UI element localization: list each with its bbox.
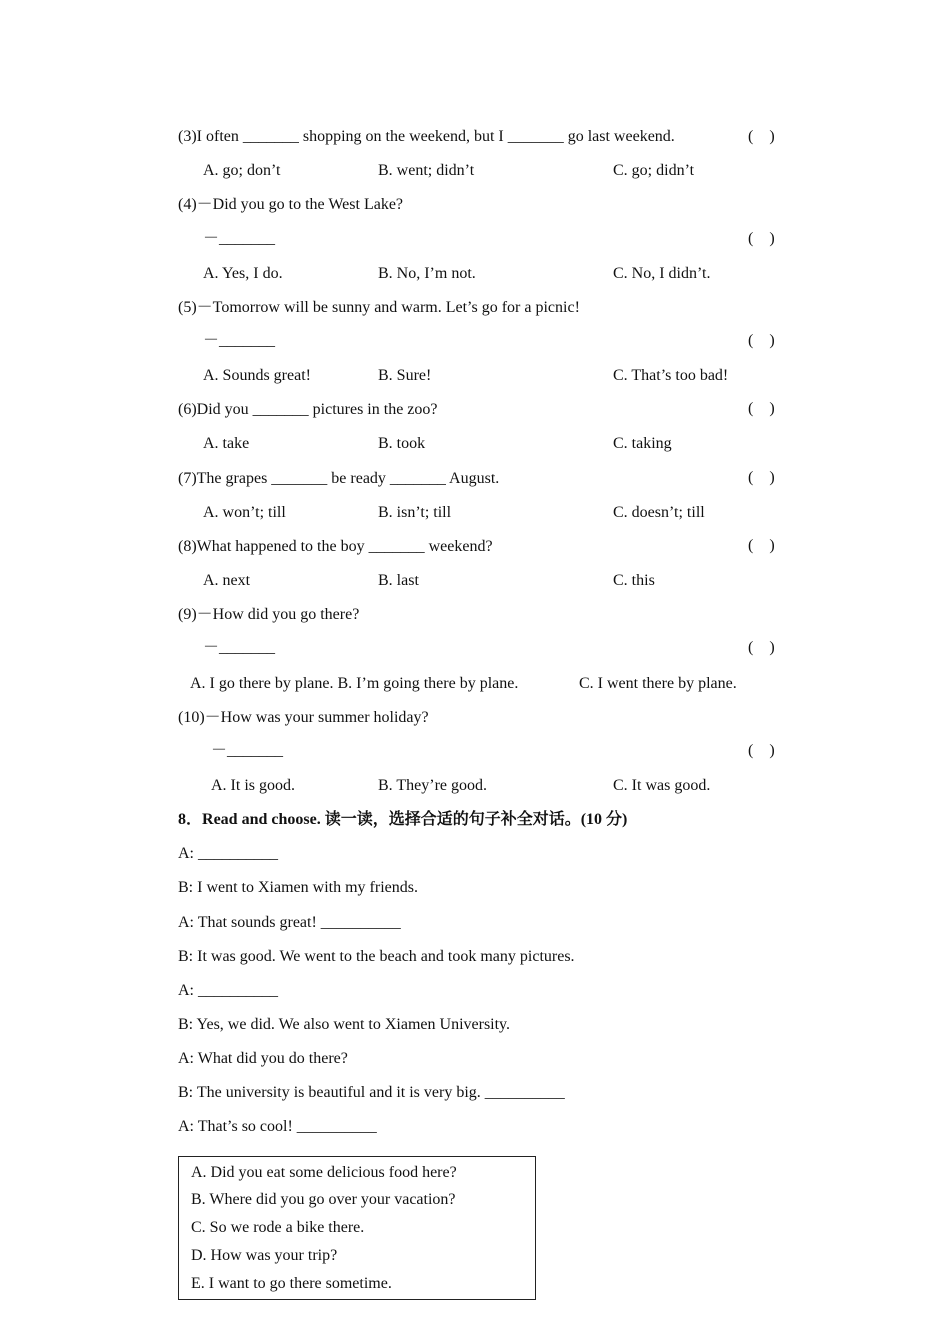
question-text: －How did you go there?: [196, 606, 360, 623]
question-9: [178, 605, 359, 625]
dialogue-line: A: What did you do there?: [178, 1050, 348, 1067]
question-text: I often _______ shopping on the weekend, but I _______ go last weekend.: [196, 128, 675, 145]
choices-box: [178, 1156, 536, 1300]
question-number: (7): [178, 470, 197, 487]
reply-blank: －_______: [203, 230, 276, 247]
answer-parentheses[interactable]: ( ): [748, 332, 775, 349]
question-number: (5): [178, 299, 197, 316]
answer-parentheses[interactable]: ( ): [748, 400, 775, 417]
option-b: B. isn’t; till: [378, 504, 452, 521]
option-a: A. Sounds great!: [203, 367, 311, 384]
option-c: C. No, I didn’t.: [613, 265, 711, 282]
option-a: A. next: [203, 572, 251, 589]
option-b: B. They’re good.: [378, 777, 488, 794]
answer-parentheses[interactable]: ( ): [748, 742, 775, 759]
option-c: C. go; didn’t: [613, 162, 695, 179]
option-b: B. Sure!: [378, 367, 432, 384]
dialogue-line: A: __________: [178, 982, 278, 999]
choice-a: A. Did you eat some delicious food here?: [191, 1164, 457, 1181]
section-title-cn: 读一读，选择合适的句子补全对话。(10 分): [324, 811, 628, 828]
question-text: －Did you go to the West Lake?: [196, 196, 404, 213]
reply-blank: －_______: [203, 639, 276, 656]
question-number: (8): [178, 538, 197, 555]
question-4: [178, 195, 403, 215]
question-text: What happened to the boy _______ weekend?: [196, 538, 493, 555]
option-c: C. I went there by plane.: [579, 675, 737, 692]
option-a-b: A. I go there by plane. B. I’m going there by plane.: [190, 675, 519, 692]
answer-parentheses[interactable]: ( ): [748, 639, 775, 656]
option-b: B. took: [378, 435, 426, 452]
section-number: 8．: [178, 811, 203, 828]
question-number: (4): [178, 196, 197, 213]
dialogue-line: A: That’s so cool! __________: [178, 1118, 377, 1135]
question-5: [178, 298, 580, 318]
option-a: A. Yes, I do.: [203, 265, 283, 282]
answer-parentheses[interactable]: ( ): [748, 230, 775, 247]
option-c: C. That’s too bad!: [613, 367, 729, 384]
option-a: A. won’t; till: [203, 504, 286, 521]
reply-blank: －_______: [211, 742, 284, 759]
question-number: (10): [178, 709, 205, 726]
choice-d: D. How was your trip?: [191, 1247, 338, 1264]
section-8-heading: [178, 810, 627, 830]
option-c: C. It was good.: [613, 777, 711, 794]
question-number: (3): [178, 128, 197, 145]
question-number: (9): [178, 606, 197, 623]
option-b: B. went; didn’t: [378, 162, 475, 179]
question-text: The grapes _______ be ready _______ August.: [196, 470, 500, 487]
question-7: [178, 469, 499, 489]
section-title-en: Read and choose.: [202, 811, 321, 828]
question-8: [178, 537, 493, 557]
option-b: B. No, I’m not.: [378, 265, 476, 282]
dialogue-line: A: That sounds great! __________: [178, 914, 401, 931]
choice-c: C. So we rode a bike there.: [191, 1219, 365, 1236]
answer-parentheses[interactable]: ( ): [748, 469, 775, 486]
option-c: C. doesn’t; till: [613, 504, 705, 521]
choice-e: E. I want to go there sometime.: [191, 1275, 392, 1292]
question-6: [178, 400, 438, 420]
dialogue-line: A: __________: [178, 845, 278, 862]
question-number: (6): [178, 401, 197, 418]
option-a: A. go; don’t: [203, 162, 281, 179]
question-3: [178, 127, 675, 147]
choice-b: B. Where did you go over your vacation?: [191, 1191, 456, 1208]
dialogue-line: B: The university is beautiful and it is very big. __________: [178, 1084, 565, 1101]
question-text: －Tomorrow will be sunny and warm. Let’s go for a picnic!: [196, 299, 580, 316]
answer-parentheses[interactable]: ( ): [748, 128, 775, 145]
answer-parentheses[interactable]: ( ): [748, 537, 775, 554]
question-text: －How was your summer holiday?: [204, 709, 429, 726]
option-c: C. taking: [613, 435, 672, 452]
option-a: A. take: [203, 435, 250, 452]
option-c: C. this: [613, 572, 655, 589]
question-10: [178, 708, 429, 728]
dialogue-line: B: I went to Xiamen with my friends.: [178, 879, 418, 896]
option-a: A. It is good.: [211, 777, 295, 794]
reply-blank: －_______: [203, 332, 276, 349]
question-text: Did you _______ pictures in the zoo?: [196, 401, 438, 418]
dialogue-line: B: Yes, we did. We also went to Xiamen University.: [178, 1016, 511, 1033]
dialogue-line: B: It was good. We went to the beach and took many pictures.: [178, 948, 575, 965]
option-b: B. last: [378, 572, 419, 589]
